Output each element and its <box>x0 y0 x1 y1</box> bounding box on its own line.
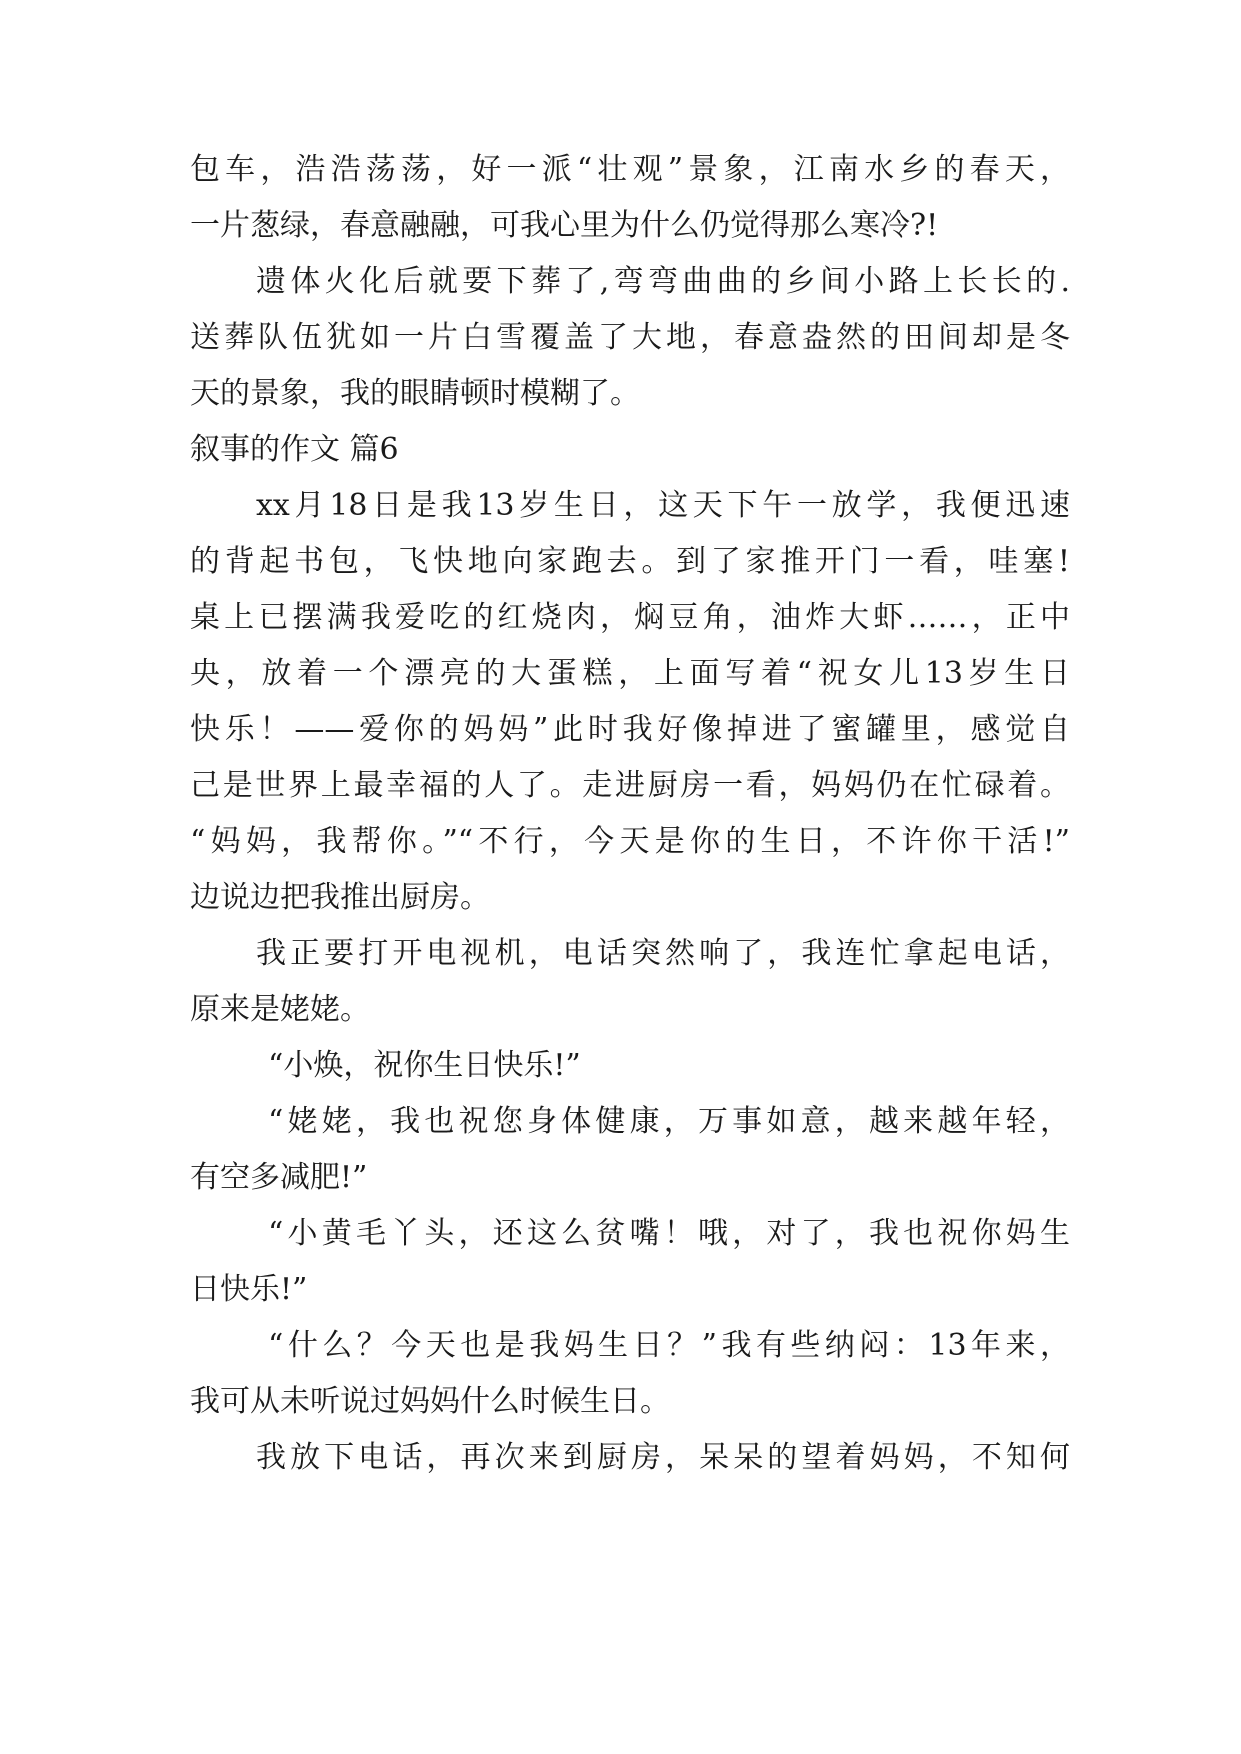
text-line: 一片葱绿，春意融融，可我心里为什么仍觉得那么寒冷?! <box>190 208 939 243</box>
text-line: 原来是姥姥。 <box>190 992 370 1027</box>
section-heading: 叙事的作文 篇6 <box>190 432 399 467</box>
text-line: 快乐！——爱你的妈妈”此时我好像掉进了蜜罐里，感觉自 <box>190 712 1070 747</box>
text-line: 边说边把我推出厨房。 <box>190 880 490 915</box>
text-line: 遗体火化后就要下葬了,弯弯曲曲的乡间小路上长长的. <box>256 264 1070 299</box>
text-line: 的背起书包，飞快地向家跑去。到了家推开门一看，哇塞! <box>190 544 1070 579</box>
text-line: 送葬队伍犹如一片白雪覆盖了大地，春意盎然的田间却是冬 <box>190 320 1070 355</box>
text-line: “小焕，祝你生日快乐!” <box>268 1048 581 1083</box>
text-line: 日快乐!” <box>190 1272 308 1307</box>
text-line: 天的景象，我的眼睛顿时模糊了。 <box>190 376 640 411</box>
text-line: “姥姥，我也祝您身体健康，万事如意，越来越年轻， <box>268 1104 1070 1139</box>
text-line: 桌上已摆满我爱吃的红烧肉，焖豆角，油炸大虾……，正中 <box>190 600 1070 635</box>
text-line: 我可从未听说过妈妈什么时候生日。 <box>190 1384 670 1419</box>
text-line: “妈妈，我帮你。”“不行，今天是你的生日，不许你干活!” <box>190 824 1070 859</box>
text-line: “什么？今天也是我妈生日？”我有些纳闷：13年来， <box>268 1328 1070 1363</box>
text-line: 有空多减肥!” <box>190 1160 368 1195</box>
text-line: xx月18日是我13岁生日，这天下午一放学，我便迅速 <box>256 488 1070 523</box>
text-line: 我放下电话，再次来到厨房，呆呆的望着妈妈，不知何 <box>256 1440 1070 1475</box>
text-line: 我正要打开电视机，电话突然响了，我连忙拿起电话， <box>256 936 1070 971</box>
text-line: “小黄毛丫头，还这么贫嘴！哦，对了，我也祝你妈生 <box>268 1216 1070 1251</box>
text-line: 己是世界上最幸福的人了。走进厨房一看，妈妈仍在忙碌着。 <box>190 768 1070 803</box>
text-line: 包车，浩浩荡荡，好一派“壮观”景象，江南水乡的春天， <box>190 152 1070 187</box>
text-line: 央，放着一个漂亮的大蛋糕，上面写着“祝女儿13岁生日 <box>190 656 1070 691</box>
